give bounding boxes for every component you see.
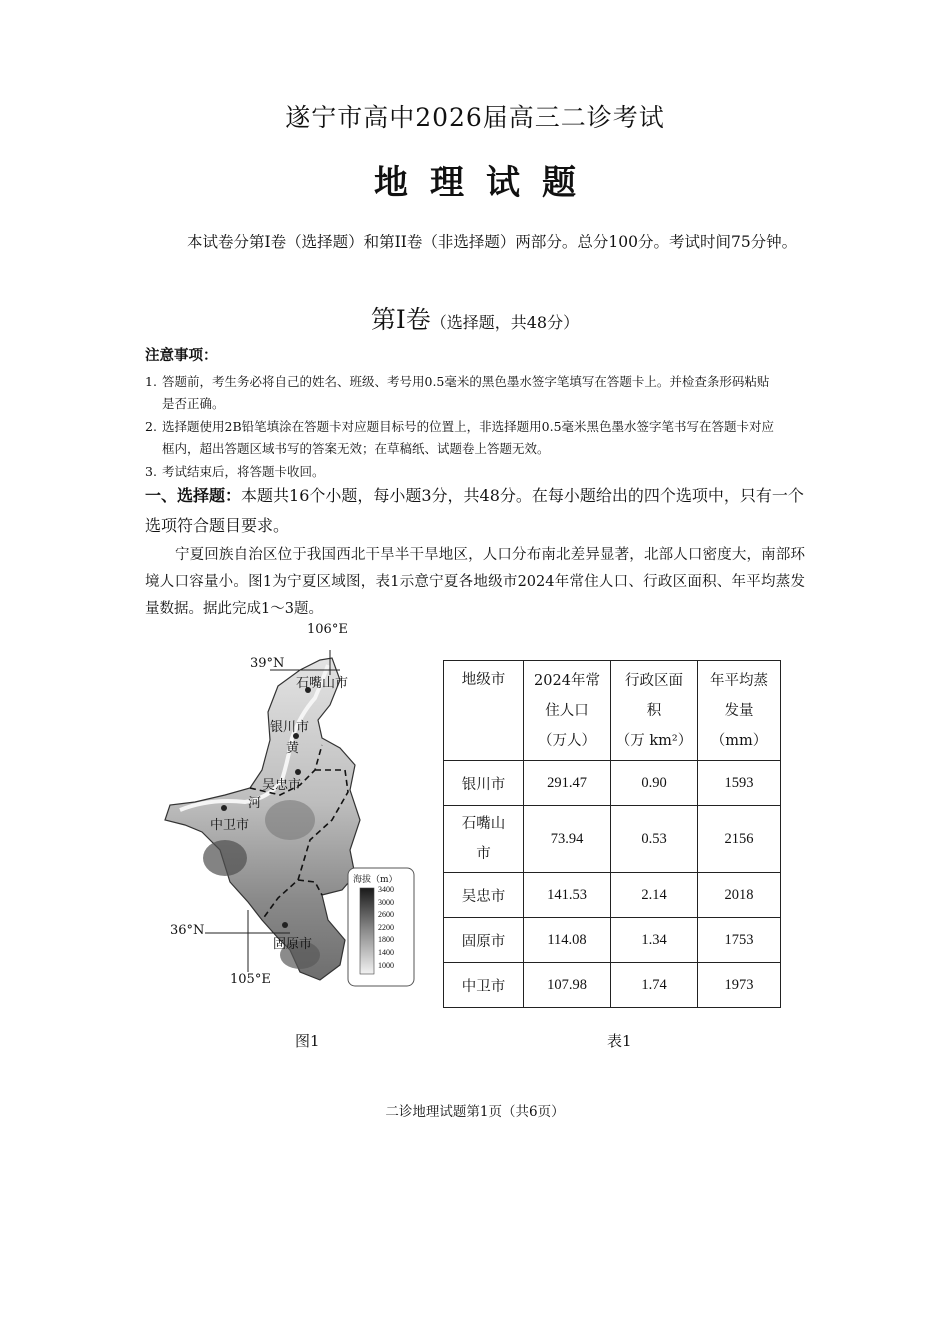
subject-title: 地理试题 xyxy=(374,163,598,203)
table-cell-evaporation: 2156 xyxy=(698,806,781,873)
city-label-yinchuan: 银川市 xyxy=(270,720,310,735)
section-heading xyxy=(0,300,950,336)
table-cell-city: 中卫市 xyxy=(444,963,524,1008)
table-cell-city: 吴忠市 xyxy=(444,873,524,918)
table-cell-evaporation: 2018 xyxy=(698,873,781,918)
table-cell-city: 银川市 xyxy=(444,761,524,806)
river-label-huang: 黄 xyxy=(286,741,300,756)
table-cell-population: 141.53 xyxy=(524,873,611,918)
table-cell-evaporation: 1753 xyxy=(698,918,781,963)
ningxia-map xyxy=(150,620,420,1000)
table-cell-area: 0.90 xyxy=(611,761,698,806)
legend-tick: 3400 xyxy=(378,885,394,894)
table-row xyxy=(444,963,781,1008)
lon-label-bottom: 105°E xyxy=(230,972,271,987)
table-cell-evaporation: 1973 xyxy=(698,963,781,1008)
table-header-cell: 2024年常 住人口 （万人） xyxy=(524,661,611,761)
legend-tick: 2600 xyxy=(378,910,394,920)
table-cell-area: 1.74 xyxy=(611,963,698,1008)
note-text: 答题前，考生务必将自己的姓名、班级、考号用0.5毫米的黑色墨水签字笔填写在答题卡上。并检查条形码粘贴 xyxy=(162,374,770,389)
city-label-guyuan: 固原市 xyxy=(273,937,313,952)
legend-tick: 3000 xyxy=(378,897,394,907)
note-text-cont: 框内，超出答题区域书写的答案无效；在草稿纸、试题卷上答题无效。 xyxy=(162,441,550,456)
legend-tick: 1000 xyxy=(378,960,394,970)
legend-tick: 1800 xyxy=(378,935,394,945)
note-text: 选择题使用2B铅笔填涂在答题卡对应题目标号的位置上，非选择题用0.5毫米黑色墨水签字笔书写在答题卡对应 xyxy=(162,419,775,434)
table-header-row xyxy=(444,661,781,761)
note-item xyxy=(145,461,805,483)
notes-title: 注意事项： xyxy=(145,348,218,364)
table-cell-population: 107.98 xyxy=(524,963,611,1008)
data-table xyxy=(443,660,781,1008)
legend-ticks xyxy=(378,884,394,972)
table-caption: 表1 xyxy=(607,1032,632,1050)
lat-label-bottom: 36°N xyxy=(170,923,205,938)
table-cell-area: 0.53 xyxy=(611,806,698,873)
note-number: 1. xyxy=(145,374,157,389)
city-label-zhongwei: 中卫市 xyxy=(210,818,250,833)
legend-title: 海拔（m） xyxy=(353,875,398,885)
table-row xyxy=(444,918,781,963)
table-cell-population: 73.94 xyxy=(524,806,611,873)
table-cell-area: 1.34 xyxy=(611,918,698,963)
intro-paragraph: 本试卷分第Ⅰ卷（选择题）和第II卷（非选择题）两部分。总分100分。考试时间75分钟。 xyxy=(187,233,798,251)
note-text-cont: 是否正确。 xyxy=(162,396,225,411)
city-label-shizuishan: 石嘴山市 xyxy=(296,676,349,691)
river-label-he: 河 xyxy=(248,796,262,811)
table-cell-evaporation: 1593 xyxy=(698,761,781,806)
legend-tick: 1400 xyxy=(378,947,394,957)
section-title: 第Ⅰ卷 xyxy=(370,305,431,334)
table-row xyxy=(444,806,781,873)
table-cell-population: 291.47 xyxy=(524,761,611,806)
table-row xyxy=(444,761,781,806)
note-item xyxy=(145,416,805,460)
note-number: 2. xyxy=(145,419,157,434)
table-header-cell: 行政区面 积 （万 km²） xyxy=(611,661,698,761)
lon-label-top: 106°E xyxy=(307,622,348,637)
note-number: 3. xyxy=(145,464,157,479)
question-passage: 宁夏回族自治区位于我国西北干旱半干旱地区，人口分布南北差异显著，北部人口密度大，南部环境人口容量小。图1为宁夏区域图，表1示意宁夏各地级市2024年常住人口、行政区面积、年平均蒸发量数据。据此完成1～3题。 xyxy=(145,547,805,617)
note-text: 考试结束后，将答题卡收回。 xyxy=(162,464,325,479)
table-cell-city: 石嘴山 市 xyxy=(444,806,524,873)
table-cell-city: 固原市 xyxy=(444,918,524,963)
table-header-cell: 地级市 xyxy=(444,661,524,761)
question-heading xyxy=(145,481,805,541)
lat-label-top: 39°N xyxy=(250,656,285,671)
data-table-wrap xyxy=(443,660,781,1008)
table-header-cell: 年平均蒸 发量 （mm） xyxy=(698,661,781,761)
question-heading-text: 本题共16个小题，每小题3分，共48分。在每小题给出的四个选项中，只有一个选项符合题目要求。 xyxy=(145,486,804,535)
table-cell-population: 114.08 xyxy=(524,918,611,963)
section-subtitle: （选择题，共48分） xyxy=(430,313,580,332)
table-cell-area: 2.14 xyxy=(611,873,698,918)
table-row xyxy=(444,873,781,918)
exam-title: 遂宁市高中2026届高三二诊考试 xyxy=(285,103,665,132)
note-item xyxy=(145,371,805,415)
question-heading-bold: 一、选择题： xyxy=(145,486,242,505)
figure-caption: 图1 xyxy=(295,1032,320,1050)
page-footer: 二诊地理试题第1页（共6页） xyxy=(385,1104,565,1120)
city-label-wuzhong: 吴忠市 xyxy=(262,778,302,793)
legend-tick: 2200 xyxy=(378,922,394,932)
